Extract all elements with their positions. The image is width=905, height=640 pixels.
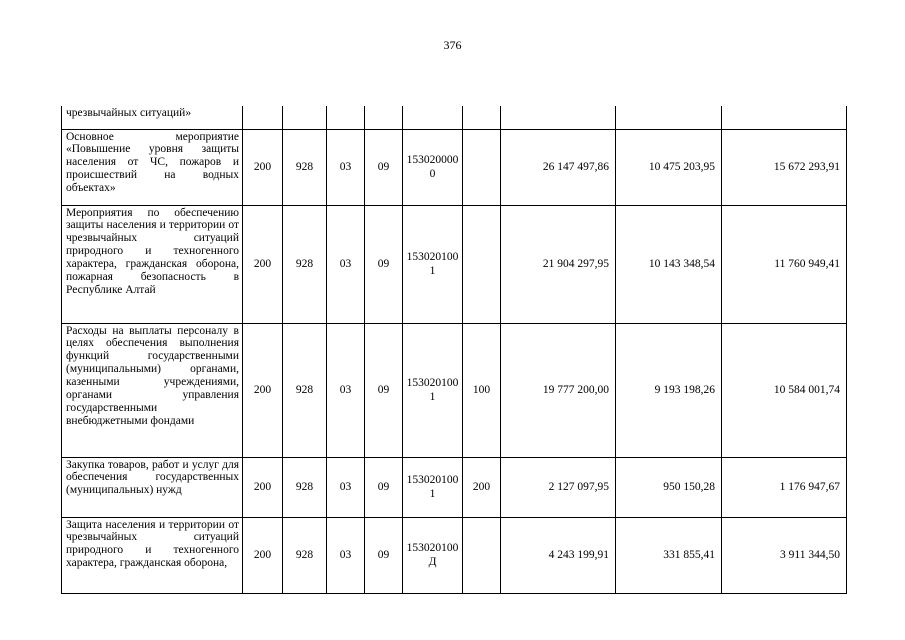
cell-target-code: 153020100Д [403,517,463,593]
cell-col2: 928 [283,205,327,323]
cell-sum-3: 15 672 293,91 [722,129,847,205]
page-number: 376 [443,38,462,52]
cell-col4: 09 [365,129,403,205]
cell-expense-type [463,517,501,593]
cell-col1: 200 [243,129,283,205]
cell-col2: 928 [283,323,327,457]
cell-target-code: 1530200000 [403,129,463,205]
cell-sum-3 [722,106,847,129]
cell-col2 [283,106,327,129]
cell-col3: 03 [327,457,365,517]
table-row [62,323,847,457]
cell-sum-2 [616,106,722,129]
cell-expense-type [463,205,501,323]
cell-expense-type: 100 [463,323,501,457]
cell-col1: 200 [243,517,283,593]
cell-expense-type: 200 [463,457,501,517]
row-name-cell: Мероприятия по обеспечению защиты населения и территории от чрезвычайных ситуаций природного и техногенного характера, гражданская оборона, пожарная безопасность в Республике Алтай [62,205,243,323]
cell-col2: 928 [283,517,327,593]
cell-sum-1 [501,106,616,129]
row-name-cell: чрезвычайных ситуаций» [62,106,243,129]
row-name-cell: Защита населения и территории от чрезвычайных ситуаций природного и техногенного характера, гражданская оборона, [62,517,243,593]
table-row [62,517,847,593]
cell-sum-2: 331 855,41 [616,517,722,593]
table-row [62,106,847,129]
cell-col3: 03 [327,517,365,593]
cell-col1: 200 [243,205,283,323]
cell-target-code: 1530201001 [403,323,463,457]
table-row [62,205,847,323]
cell-col3: 03 [327,323,365,457]
cell-sum-2: 9 193 198,26 [616,323,722,457]
table-row [62,457,847,517]
cell-col3: 03 [327,129,365,205]
cell-sum-3: 11 760 949,41 [722,205,847,323]
cell-sum-1: 19 777 200,00 [501,323,616,457]
cell-expense-type [463,106,501,129]
cell-sum-1: 4 243 199,91 [501,517,616,593]
cell-sum-1: 26 147 497,86 [501,129,616,205]
cell-col2: 928 [283,129,327,205]
cell-sum-3: 10 584 001,74 [722,323,847,457]
cell-col1: 200 [243,323,283,457]
cell-col1 [243,106,283,129]
cell-col1: 200 [243,457,283,517]
cell-sum-2: 10 475 203,95 [616,129,722,205]
cell-col3: 03 [327,205,365,323]
cell-expense-type [463,129,501,205]
row-name-cell: Закупка товаров, работ и услуг для обеспечения государственных (муниципальных) нужд [62,457,243,517]
row-name-cell: Расходы на выплаты персоналу в целях обеспечения выполнения функций государственными (муниципальными) органами, казенными учреждениями, органами управления государственными внебюджетными фондами [62,323,243,457]
cell-col4: 09 [365,517,403,593]
table-row [62,129,847,205]
cell-target-code [403,106,463,129]
cell-target-code: 1530201001 [403,205,463,323]
row-name-cell: Основное мероприятие «Повышение уровня защиты населения от ЧС, пожаров и происшествий на водных объектах» [62,129,243,205]
cell-sum-1: 2 127 097,95 [501,457,616,517]
cell-col4: 09 [365,323,403,457]
cell-sum-3: 3 911 344,50 [722,517,847,593]
budget-table [61,106,847,594]
cell-col4 [365,106,403,129]
cell-sum-2: 10 143 348,54 [616,205,722,323]
cell-sum-3: 1 176 947,67 [722,457,847,517]
cell-sum-1: 21 904 297,95 [501,205,616,323]
cell-col4: 09 [365,205,403,323]
cell-col2: 928 [283,457,327,517]
cell-sum-2: 950 150,28 [616,457,722,517]
cell-col4: 09 [365,457,403,517]
cell-col3 [327,106,365,129]
cell-target-code: 1530201001 [403,457,463,517]
